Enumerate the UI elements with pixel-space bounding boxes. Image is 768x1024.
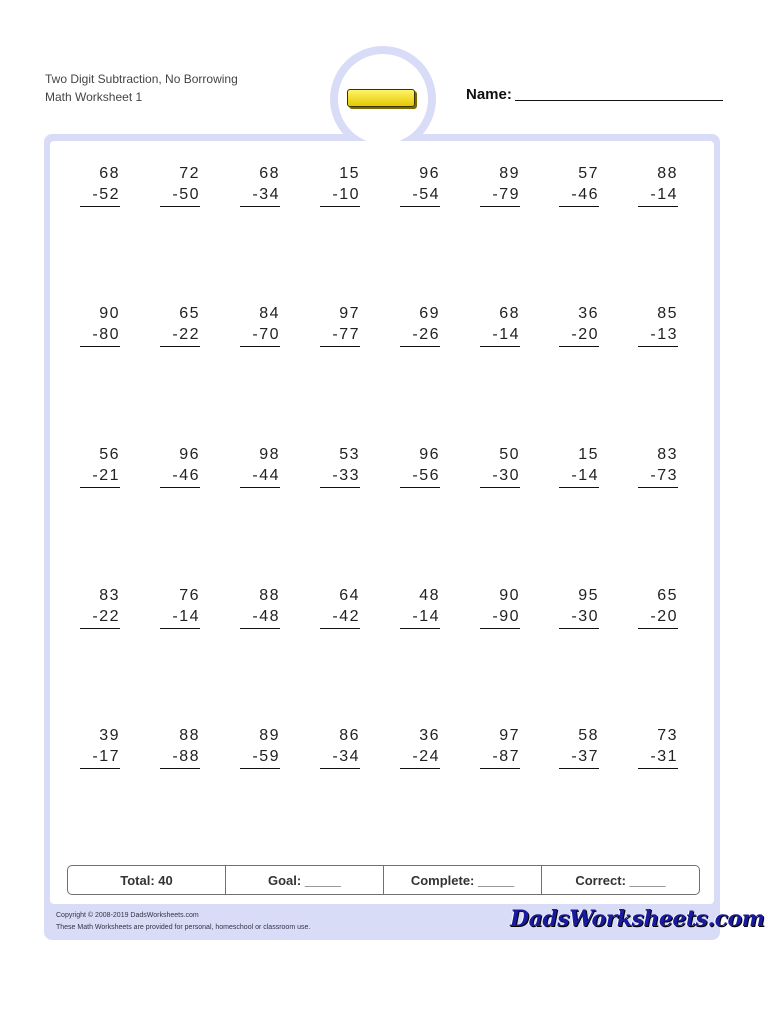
subtraction-problem bbox=[160, 303, 200, 347]
subtraction-problem bbox=[400, 444, 440, 488]
minuend: 50 bbox=[499, 446, 520, 463]
subtraction-problem bbox=[320, 303, 360, 347]
subtraction-problem bbox=[559, 444, 599, 488]
subtrahend: -46 bbox=[559, 184, 599, 207]
score-table bbox=[67, 865, 700, 895]
minuend: 65 bbox=[179, 305, 200, 322]
minuend: 48 bbox=[419, 587, 440, 604]
minuend: 36 bbox=[419, 727, 440, 744]
subtraction-problem bbox=[160, 163, 200, 207]
subtrahend: -46 bbox=[160, 465, 200, 488]
minuend: 84 bbox=[259, 305, 280, 322]
minuend: 68 bbox=[259, 165, 280, 182]
subtraction-problem bbox=[638, 585, 678, 629]
subtrahend: -17 bbox=[80, 746, 120, 769]
minuend: 86 bbox=[339, 727, 360, 744]
subtrahend: -87 bbox=[480, 746, 520, 769]
minuend: 68 bbox=[99, 165, 120, 182]
subtraction-problem bbox=[400, 303, 440, 347]
subtraction-problem bbox=[80, 163, 120, 207]
subtrahend: -79 bbox=[480, 184, 520, 207]
subtraction-problem bbox=[638, 163, 678, 207]
subtrahend: -31 bbox=[638, 746, 678, 769]
minuend: 88 bbox=[259, 587, 280, 604]
minuend: 83 bbox=[657, 446, 678, 463]
subtraction-problem bbox=[80, 585, 120, 629]
subtraction-problem bbox=[638, 444, 678, 488]
subtraction-problem bbox=[240, 163, 280, 207]
subtrahend: -37 bbox=[559, 746, 599, 769]
subtraction-problem bbox=[240, 303, 280, 347]
minuend: 85 bbox=[657, 305, 678, 322]
subtrahend: -26 bbox=[400, 324, 440, 347]
minuend: 72 bbox=[179, 165, 200, 182]
subtraction-problem bbox=[480, 163, 520, 207]
subtrahend: -14 bbox=[638, 184, 678, 207]
subtraction-problem bbox=[160, 444, 200, 488]
subtraction-problem bbox=[480, 585, 520, 629]
subtrahend: -52 bbox=[80, 184, 120, 207]
minuend: 96 bbox=[419, 165, 440, 182]
minuend: 90 bbox=[499, 587, 520, 604]
subtrahend: -90 bbox=[480, 606, 520, 629]
minuend: 97 bbox=[339, 305, 360, 322]
subtraction-problem bbox=[400, 163, 440, 207]
minuend: 89 bbox=[499, 165, 520, 182]
subtrahend: -34 bbox=[320, 746, 360, 769]
score-goal: Goal: _____ bbox=[226, 866, 384, 894]
subtraction-problem bbox=[638, 725, 678, 769]
subtraction-problem bbox=[480, 303, 520, 347]
minuend: 57 bbox=[578, 165, 599, 182]
subtrahend: -20 bbox=[559, 324, 599, 347]
subtrahend: -22 bbox=[80, 606, 120, 629]
score-correct: Correct: _____ bbox=[575, 872, 666, 888]
subtraction-problem bbox=[320, 163, 360, 207]
subtraction-problem bbox=[559, 585, 599, 629]
subtrahend: -59 bbox=[240, 746, 280, 769]
subtraction-problem bbox=[559, 303, 599, 347]
score-complete: Complete: _____ bbox=[384, 866, 542, 894]
minuend: 15 bbox=[339, 165, 360, 182]
name-label: Name: bbox=[466, 86, 512, 103]
minuend: 39 bbox=[99, 727, 120, 744]
subtraction-problem bbox=[320, 444, 360, 488]
minuend: 64 bbox=[339, 587, 360, 604]
subtrahend: -14 bbox=[160, 606, 200, 629]
subtraction-problem bbox=[320, 725, 360, 769]
minuend: 69 bbox=[419, 305, 440, 322]
subtrahend: -21 bbox=[80, 465, 120, 488]
minuend: 95 bbox=[578, 587, 599, 604]
subtraction-problem bbox=[400, 585, 440, 629]
minuend: 68 bbox=[499, 305, 520, 322]
minuend: 73 bbox=[657, 727, 678, 744]
subtrahend: -34 bbox=[240, 184, 280, 207]
minuend: 83 bbox=[99, 587, 120, 604]
minuend: 96 bbox=[179, 446, 200, 463]
subtrahend: -22 bbox=[160, 324, 200, 347]
subtrahend: -80 bbox=[80, 324, 120, 347]
subtrahend: -30 bbox=[559, 606, 599, 629]
subtraction-problem bbox=[80, 303, 120, 347]
subtrahend: -77 bbox=[320, 324, 360, 347]
score-total: Total: 40 bbox=[68, 866, 226, 894]
worksheet-title-line2: Math Worksheet 1 bbox=[45, 90, 143, 104]
subtrahend: -44 bbox=[240, 465, 280, 488]
minuend: 88 bbox=[657, 165, 678, 182]
subtrahend: -56 bbox=[400, 465, 440, 488]
subtraction-problem bbox=[80, 725, 120, 769]
minuend: 88 bbox=[179, 727, 200, 744]
minuend: 56 bbox=[99, 446, 120, 463]
subtraction-problem bbox=[480, 444, 520, 488]
subtrahend: -10 bbox=[320, 184, 360, 207]
subtrahend: -14 bbox=[480, 324, 520, 347]
subtrahend: -24 bbox=[400, 746, 440, 769]
minuend: 98 bbox=[259, 446, 280, 463]
subtraction-problem bbox=[638, 303, 678, 347]
subtraction-problem bbox=[559, 725, 599, 769]
minuend: 89 bbox=[259, 727, 280, 744]
minuend: 97 bbox=[499, 727, 520, 744]
subtraction-problem bbox=[240, 444, 280, 488]
footer-copyright-block bbox=[56, 910, 310, 934]
minuend: 15 bbox=[578, 446, 599, 463]
subtraction-problem bbox=[160, 725, 200, 769]
subtraction-problem bbox=[80, 444, 120, 488]
subtraction-problem bbox=[240, 585, 280, 629]
subtrahend: -70 bbox=[240, 324, 280, 347]
subtrahend: -14 bbox=[559, 465, 599, 488]
minuend: 65 bbox=[657, 587, 678, 604]
minuend: 58 bbox=[578, 727, 599, 744]
subtraction-problem bbox=[240, 725, 280, 769]
footer-copyright: Copyright © 2008-2019 DadsWorksheets.com bbox=[56, 912, 199, 919]
minuend: 90 bbox=[99, 305, 120, 322]
minuend: 53 bbox=[339, 446, 360, 463]
minuend: 96 bbox=[419, 446, 440, 463]
footer-notice: These Math Worksheets are provided for personal, homeschool or classroom use. bbox=[56, 924, 311, 931]
subtrahend: -33 bbox=[320, 465, 360, 488]
subtraction-problem bbox=[160, 585, 200, 629]
subtraction-problem bbox=[559, 163, 599, 207]
subtraction-problem bbox=[400, 725, 440, 769]
minuend: 36 bbox=[578, 305, 599, 322]
subtrahend: -42 bbox=[320, 606, 360, 629]
subtrahend: -20 bbox=[638, 606, 678, 629]
subtraction-problem bbox=[320, 585, 360, 629]
subtrahend: -48 bbox=[240, 606, 280, 629]
subtrahend: -88 bbox=[160, 746, 200, 769]
subtrahend: -30 bbox=[480, 465, 520, 488]
subtrahend: -73 bbox=[638, 465, 678, 488]
subtraction-problem bbox=[480, 725, 520, 769]
subtrahend: -54 bbox=[400, 184, 440, 207]
dadsworksheets-logo: DadsWorksheets.com bbox=[510, 906, 765, 932]
subtrahend: -50 bbox=[160, 184, 200, 207]
subtrahend: -14 bbox=[400, 606, 440, 629]
worksheet-title-line1: Two Digit Subtraction, No Borrowing bbox=[45, 72, 238, 86]
minuend: 76 bbox=[179, 587, 200, 604]
subtrahend: -13 bbox=[638, 324, 678, 347]
